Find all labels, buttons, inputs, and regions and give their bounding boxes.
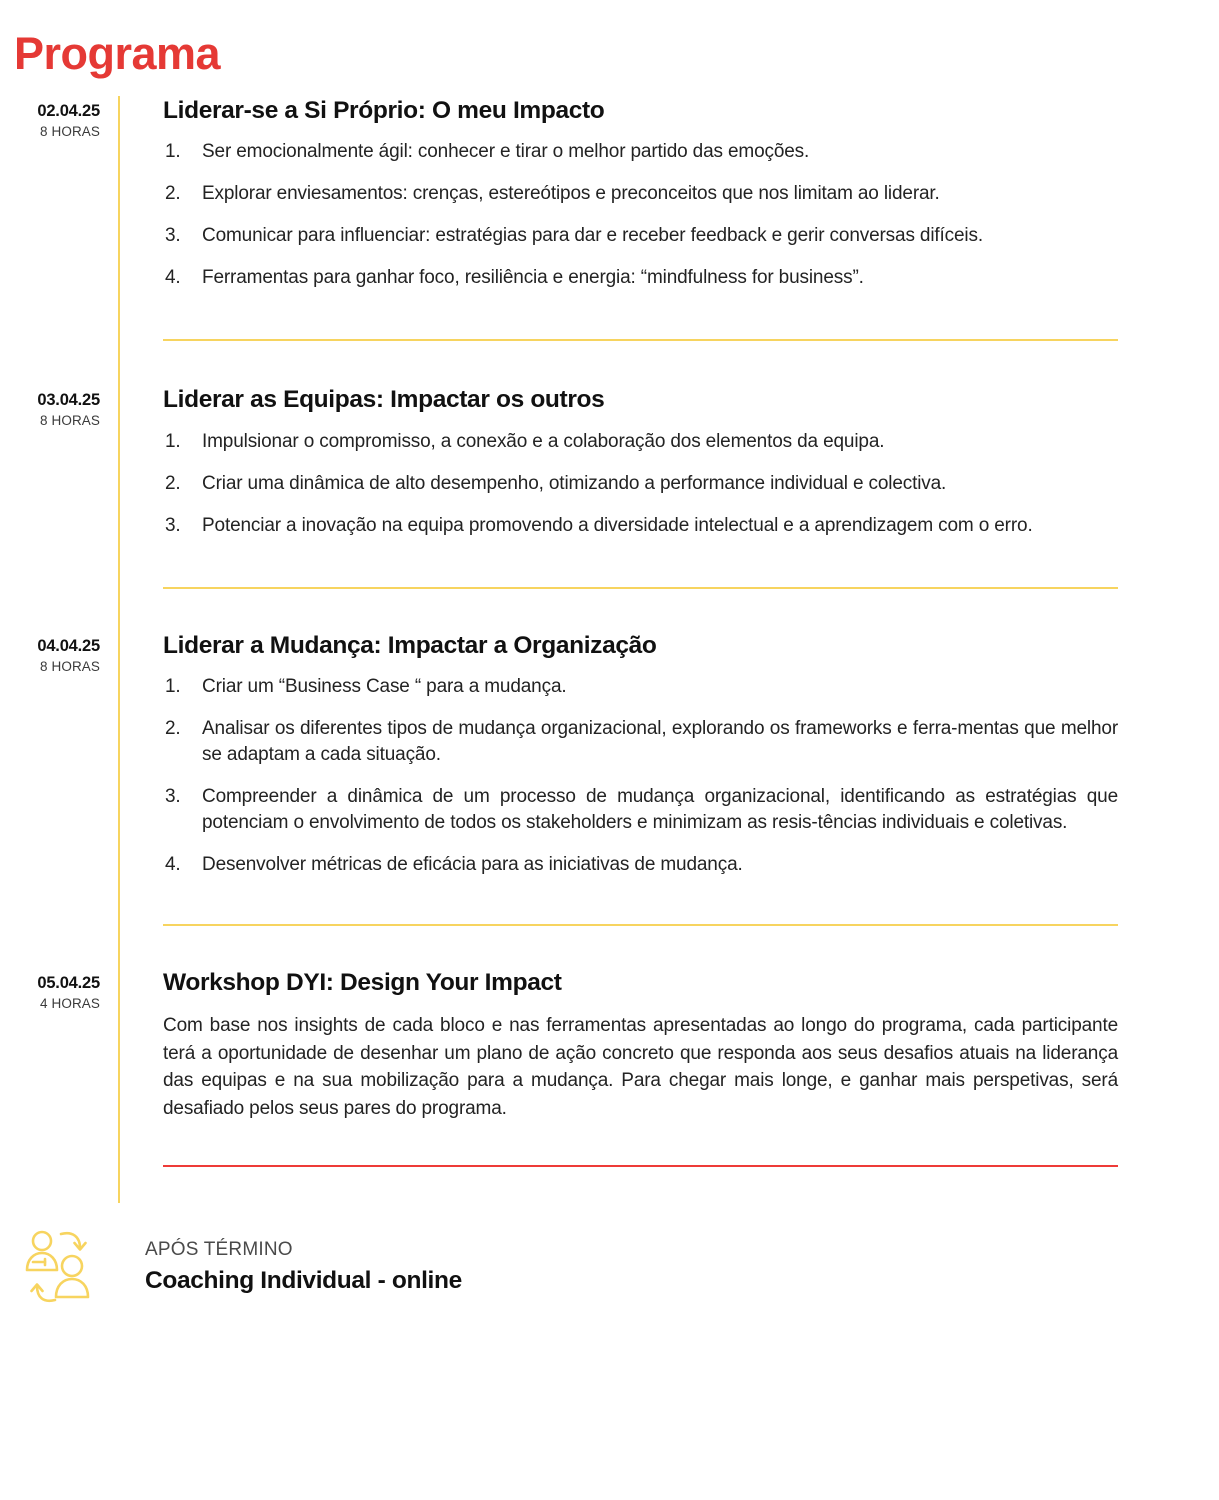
list-item: Impulsionar o compromisso, a conexão e a colaboração dos elementos da equipa. [202, 430, 885, 452]
block-2-item-list [163, 429, 1118, 539]
list-item: Criar um “Business Case “ para a mudança. [202, 676, 567, 698]
block-2-content [163, 385, 1219, 538]
block-1-date: 02.04.25 [37, 102, 100, 120]
page-title: Programa [14, 28, 221, 80]
footer-coaching [0, 1228, 1219, 1306]
block-3-date: 04.04.25 [37, 636, 100, 655]
block-4-content [163, 968, 1219, 1122]
list-item: Ferramentas para ganhar foco, resiliência e energia: “mindfulness for business”. [202, 267, 864, 289]
block-2-date: 03.04.25 [37, 391, 100, 410]
list-item: Criar uma dinâmica de alto desempenho, otimizando a performance individual e colectiva. [202, 472, 947, 494]
spacer [0, 587, 1219, 631]
program-block-4 [0, 968, 1219, 1122]
spacer [0, 339, 1219, 385]
list-item: Analisar os diferentes tipos de mudança organizacional, explorando os frameworks e ferra-mentas que melhor se adaptam a cada situação. [202, 718, 1118, 766]
program-block-3 [0, 631, 1219, 878]
block-3-date-column [0, 631, 100, 677]
list-item: Comunicar para influenciar: estratégias para dar e receber feedback e gerir conversas difíceis. [202, 225, 983, 247]
block-3-content [163, 631, 1219, 878]
list-item: Potenciar a inovação na equipa promovendo a diversidade intelectual e a aprendizagem com o erro. [202, 514, 1033, 536]
block-4-title: Workshop DYI: Design Your Impact [163, 969, 562, 997]
list-item: Ser emocionalmente ágil: conhecer e tirar o melhor partido das emoções. [202, 141, 810, 163]
block-4-date: 05.04.25 [37, 974, 100, 993]
spacer [0, 924, 1219, 968]
block-1-item-list [163, 139, 1118, 291]
spacer [0, 539, 1219, 587]
footer-heading: Coaching Individual - online [145, 1266, 462, 1294]
program-schedule [0, 96, 1219, 1165]
footer-text-group [145, 1237, 462, 1296]
spacer [0, 291, 1219, 339]
list-item: Desenvolver métricas de eficácia para as iniciativas de mudança. [202, 854, 743, 876]
block-4-date-column [0, 968, 100, 1014]
block-3-hours: 8 HORAS [40, 658, 100, 674]
block-1-hours: 8 HORAS [40, 123, 100, 139]
block-1-date-column [0, 96, 100, 142]
list-item: Explorar enviesamentos: crenças, estereótipos e preconceitos que nos limitam ao liderar. [202, 183, 940, 205]
program-block-1 [0, 96, 1219, 291]
footer-eyebrow: APÓS TÉRMINO [145, 1239, 293, 1261]
block-1-content [163, 96, 1219, 291]
program-block-2 [0, 385, 1219, 538]
block-2-hours: 8 HORAS [40, 413, 100, 429]
block-2-date-column [0, 385, 100, 431]
block-2-title: Liderar as Equipas: Impactar os outros [163, 386, 605, 414]
block-3-title: Liderar a Mudança: Impactar a Organização [163, 631, 657, 659]
spacer [0, 1123, 1219, 1165]
two-people-exchange-icon [0, 1228, 100, 1306]
block-4-paragraph: Com base nos insights de cada bloco e nas ferramentas apresentadas ao longo do programa, cada participante terá a oportunidade de desenhar um plano de ação concreto que responda aos seus desafios atuais na liderança das equipas e na sua mobilização para a mudança. Para chegar mais longe, e ganhar mais perspetivas, será desafiado pelos seus pares do programa. [163, 1014, 1118, 1119]
block-4-hours: 4 HORAS [40, 996, 100, 1011]
list-item: Compreender a dinâmica de um processo de mudança organizacional, identificando as estratégias que potenciam o envolvimento de todos os stakeholders e minimizam as resis-tências individuais e coletivas. [202, 786, 1118, 834]
spacer [0, 878, 1219, 924]
block-1-title: Liderar-se a Si Próprio: O meu Impacto [163, 97, 605, 124]
block-3-item-list [163, 674, 1118, 878]
